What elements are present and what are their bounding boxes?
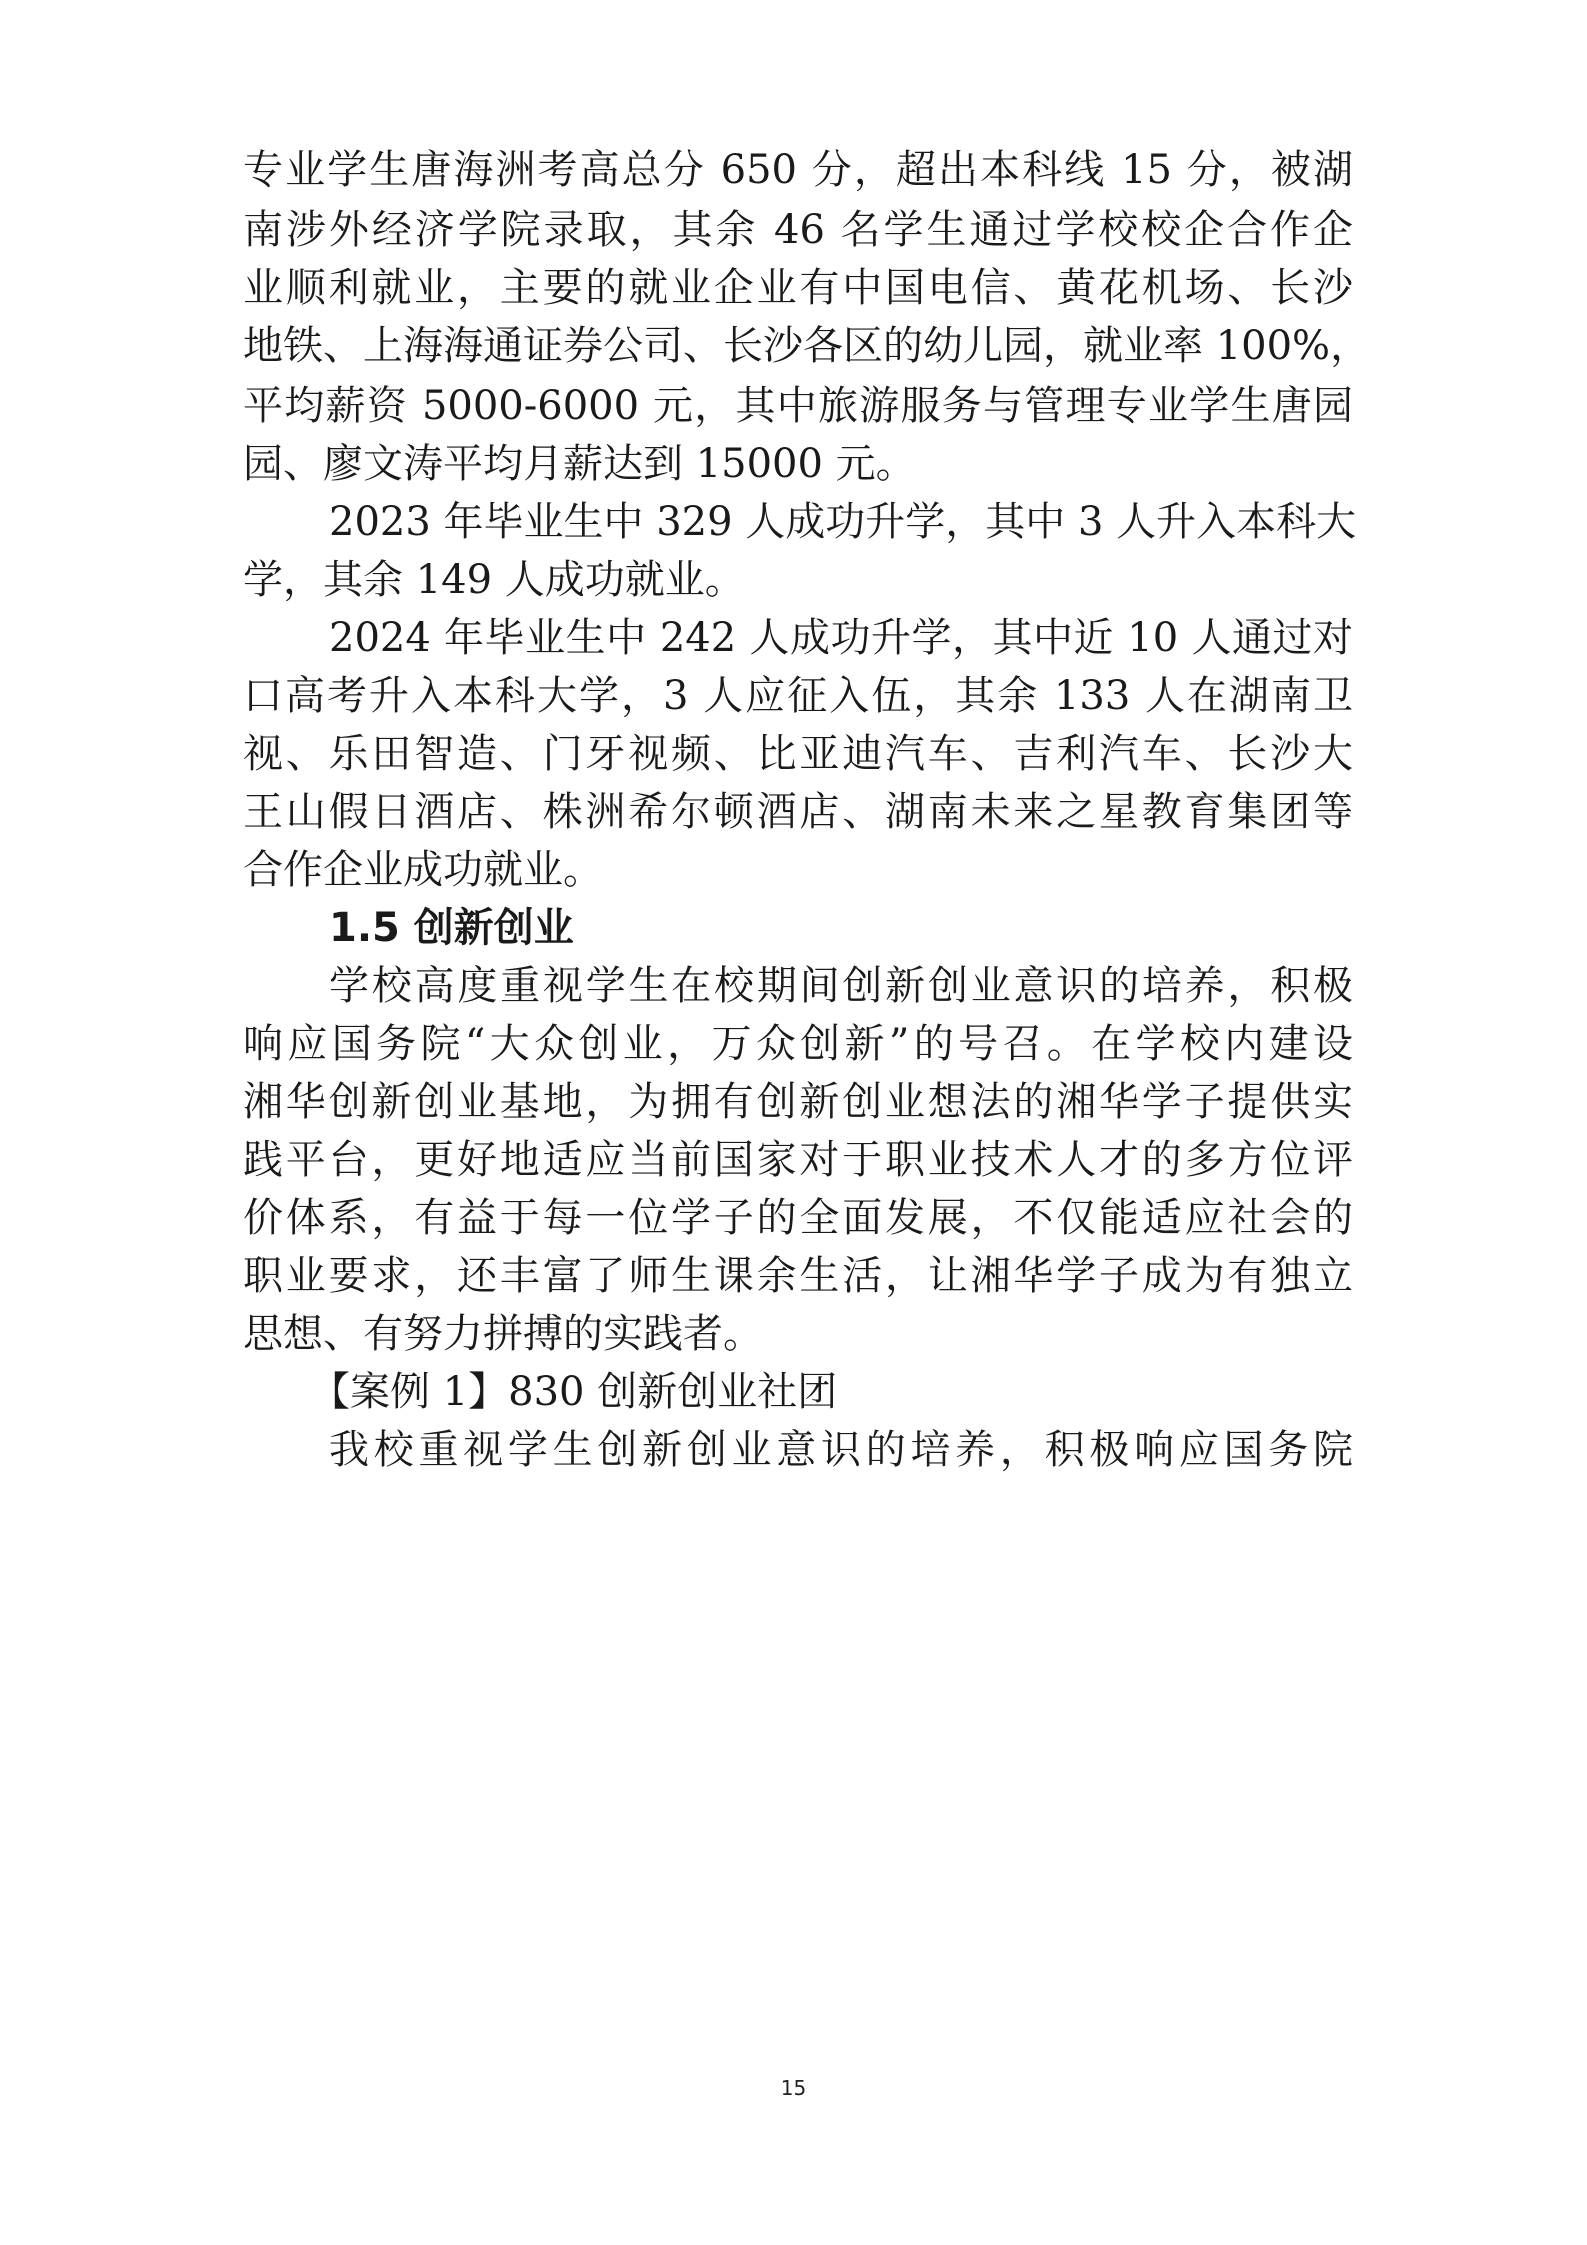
page-number: 15 bbox=[780, 2076, 807, 2100]
paragraph-line: 2023 年毕业生中 329 人成功升学，其中 3 人升入本科大 bbox=[329, 499, 1357, 545]
paragraph-line: 学校高度重视学生在校期间创新创业意识的培养，积极 bbox=[329, 963, 1353, 1009]
paragraph-line: 业顺利就业，主要的就业企业有中国电信、黄花机场、长沙 bbox=[243, 265, 1353, 311]
paragraph-line: 践平台，更好地适应当前国家对于职业技术人才的多方位评 bbox=[243, 1137, 1353, 1183]
paragraph-line: 合作企业成功就业。 bbox=[243, 847, 603, 893]
paragraph-line: 响应国务院“大众创业，万众创新”的号召。在学校内建设 bbox=[243, 1021, 1353, 1067]
paragraph-line: 价体系，有益于每一位学子的全面发展，不仅能适应社会的 bbox=[243, 1195, 1353, 1241]
paragraph-line: 南涉外经济学院录取，其余 46 名学生通过学校校企合作企 bbox=[243, 207, 1353, 253]
paragraph-line: 思想、有努力拼搏的实践者。 bbox=[243, 1311, 763, 1357]
paragraph-line: 湘华创新创业基地，为拥有创新创业想法的湘华学子提供实 bbox=[243, 1079, 1353, 1125]
paragraph-line: 专业学生唐海洲考高总分 650 分，超出本科线 15 分，被湖 bbox=[243, 147, 1353, 193]
paragraph-line: 我校重视学生创新创业意识的培养，积极响应国务院 bbox=[329, 1427, 1353, 1473]
paragraph-line: 视、乐田智造、门牙视频、比亚迪汽车、吉利汽车、长沙大 bbox=[243, 731, 1353, 777]
paragraph-line: 职业要求，还丰富了师生课余生活，让湘华学子成为有独立 bbox=[243, 1253, 1353, 1299]
section-heading: 1.5 创新创业 bbox=[329, 905, 574, 951]
case-heading: 【案例 1】830 创新创业社团 bbox=[310, 1369, 838, 1415]
paragraph-line: 学，其余 149 人成功就业。 bbox=[243, 557, 745, 603]
paragraph-line: 王山假日酒店、株洲希尔顿酒店、湖南未来之星教育集团等 bbox=[243, 789, 1353, 835]
paragraph-line: 平均薪资 5000-6000 元，其中旅游服务与管理专业学生唐园 bbox=[243, 383, 1353, 429]
paragraph-line: 2024 年毕业生中 242 人成功升学，其中近 10 人通过对 bbox=[329, 615, 1353, 661]
paragraph-line: 地铁、上海海通证券公司、长沙各区的幼儿园，就业率 100%， bbox=[243, 323, 1371, 369]
paragraph-line: 园、廖文涛平均月薪达到 15000 元。 bbox=[243, 441, 916, 487]
paragraph-line: 口高考升入本科大学，3 人应征入伍，其余 133 人在湖南卫 bbox=[243, 673, 1353, 719]
